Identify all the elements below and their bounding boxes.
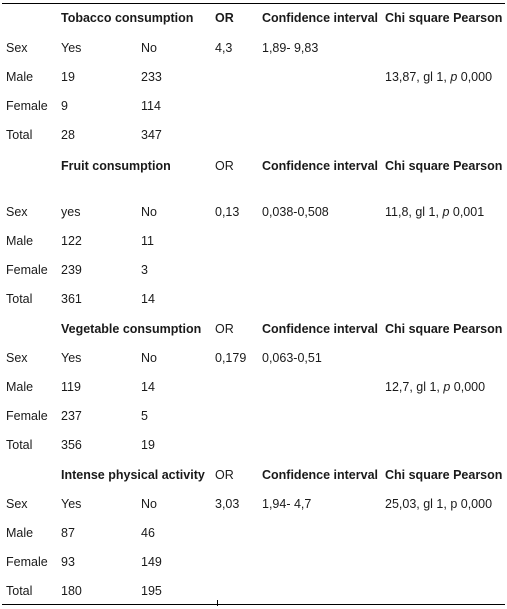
ci-value: 1,94- 4,7 [262,497,312,511]
no-cell: 3 [141,263,148,277]
row-label: Total [6,292,33,306]
chi-text: 11,8, gl 1, [385,205,443,219]
no-cell: 195 [141,584,162,598]
yes-cell: 119 [61,380,81,394]
yes-cell: yes [61,205,81,219]
section-title: Vegetable consumption [61,322,202,336]
no-cell: 11 [141,234,154,248]
ci-header: Confidence interval [262,11,378,25]
no-cell: 46 [141,526,155,540]
no-cell: 14 [141,292,155,306]
or-value: 0,179 [215,351,247,365]
no-cell: 233 [141,70,162,84]
row-label: Female [6,555,48,569]
row-label: Male [6,380,34,394]
chi-value [385,205,484,220]
ci-value: 0,038-0,508 [262,205,329,219]
p-symbol: p [443,380,451,394]
yes-cell: 9 [61,99,68,113]
p-value: 0,000 [457,70,493,84]
row-label: Sex [6,351,28,365]
row-label: Total [6,438,33,452]
yes-cell: Yes [61,497,82,511]
no-cell: No [141,351,157,365]
p-value: 0,000 [450,380,486,394]
or-header: OR [215,322,234,336]
ci-value: 1,89- 9,83 [262,41,319,55]
row-label: Female [6,263,48,277]
row-label: Total [6,584,33,598]
ci-header: Confidence interval [262,159,378,173]
row-label: Sex [6,205,28,219]
no-cell: 14 [141,380,155,394]
row-label: Male [6,70,34,84]
ci-header: Confidence interval [262,322,378,336]
no-cell: 5 [141,409,148,423]
chi-value [385,70,492,85]
row-label: Total [6,128,33,142]
or-header: OR [215,11,234,25]
ci-header: Confidence interval [262,468,378,482]
yes-cell: Yes [61,41,82,55]
ci-value: 0,063-0,51 [262,351,322,365]
yes-cell: 87 [61,526,75,540]
or-header: OR [215,159,234,173]
yes-cell: 237 [61,409,82,423]
row-label: Sex [6,41,28,55]
chi-value: 25,03, gl 1, p 0,000 [385,497,493,511]
yes-cell: 122 [61,234,82,248]
no-cell: No [141,497,157,511]
table-bottom-rule [2,604,505,605]
chi-value [385,380,485,395]
chi-header: Chi square Pearson [385,322,503,336]
yes-cell: 28 [61,128,75,142]
yes-cell: Yes [61,351,82,365]
section-title: Fruit consumption [61,159,171,173]
row-label: Female [6,99,48,113]
no-cell: 347 [141,128,162,142]
row-label: Male [6,234,34,248]
no-cell: No [141,41,157,55]
or-value: 3,03 [215,497,240,511]
section-title: Tobacco consumption [61,11,194,25]
no-cell: 149 [141,555,162,569]
no-cell: 19 [141,438,155,452]
chi-header: Chi square Pearson [385,159,503,173]
row-label: Male [6,526,34,540]
section-title: Intense physical activity [61,468,205,482]
table-top-rule [2,3,505,4]
chi-text: 12,7, gl 1, [385,380,444,394]
chi-header: Chi square Pearson [385,11,503,25]
yes-cell: 361 [61,292,82,306]
yes-cell: 239 [61,263,82,277]
chi-text: 13,87, gl 1, [385,70,451,84]
row-label: Female [6,409,48,423]
yes-cell: 356 [61,438,82,452]
yes-cell: 93 [61,555,75,569]
no-cell: 114 [141,99,161,113]
or-value: 0,13 [215,205,240,219]
column-tick-mark [217,600,218,606]
or-value: 4,3 [215,41,233,55]
no-cell: No [141,205,157,219]
p-value: 0,001 [449,205,485,219]
or-header: OR [215,468,234,482]
yes-cell: 180 [61,584,82,598]
chi-header: Chi square Pearson [385,468,503,482]
yes-cell: 19 [61,70,75,84]
p-symbol: p [442,205,450,219]
p-symbol: p [450,70,458,84]
row-label: Sex [6,497,28,511]
